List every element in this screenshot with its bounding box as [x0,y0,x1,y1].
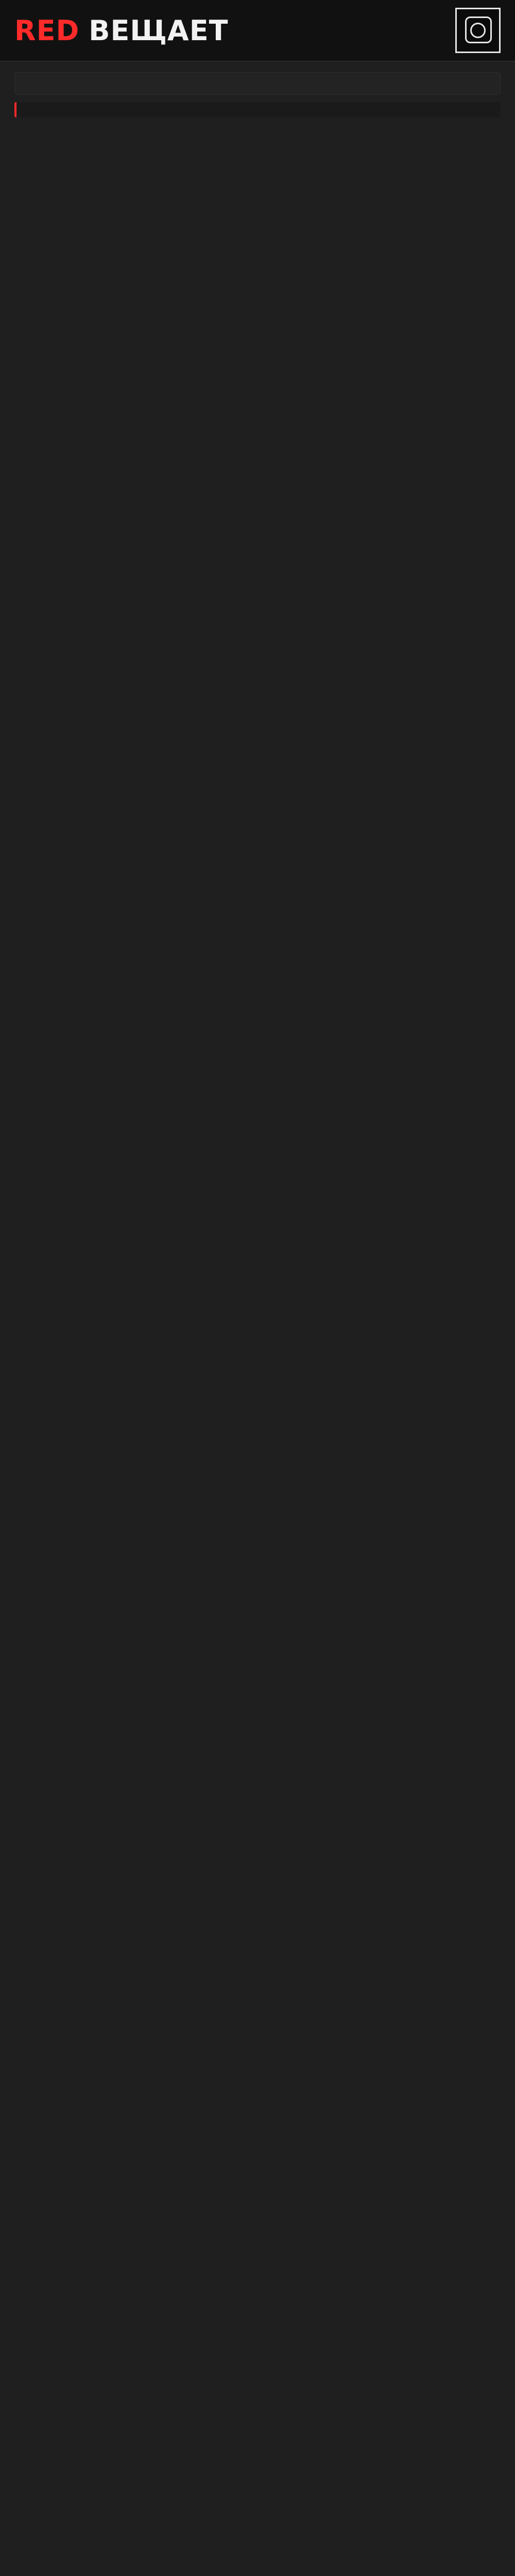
header [0,0,515,62]
logo-icon [455,8,501,53]
post-content [0,63,515,2576]
comment-1 [14,102,501,117]
brand-white: ВЕЩАЕТ [89,14,229,47]
brand [14,14,228,47]
brand-red: RED [14,14,80,47]
post-section-1 [14,72,501,95]
